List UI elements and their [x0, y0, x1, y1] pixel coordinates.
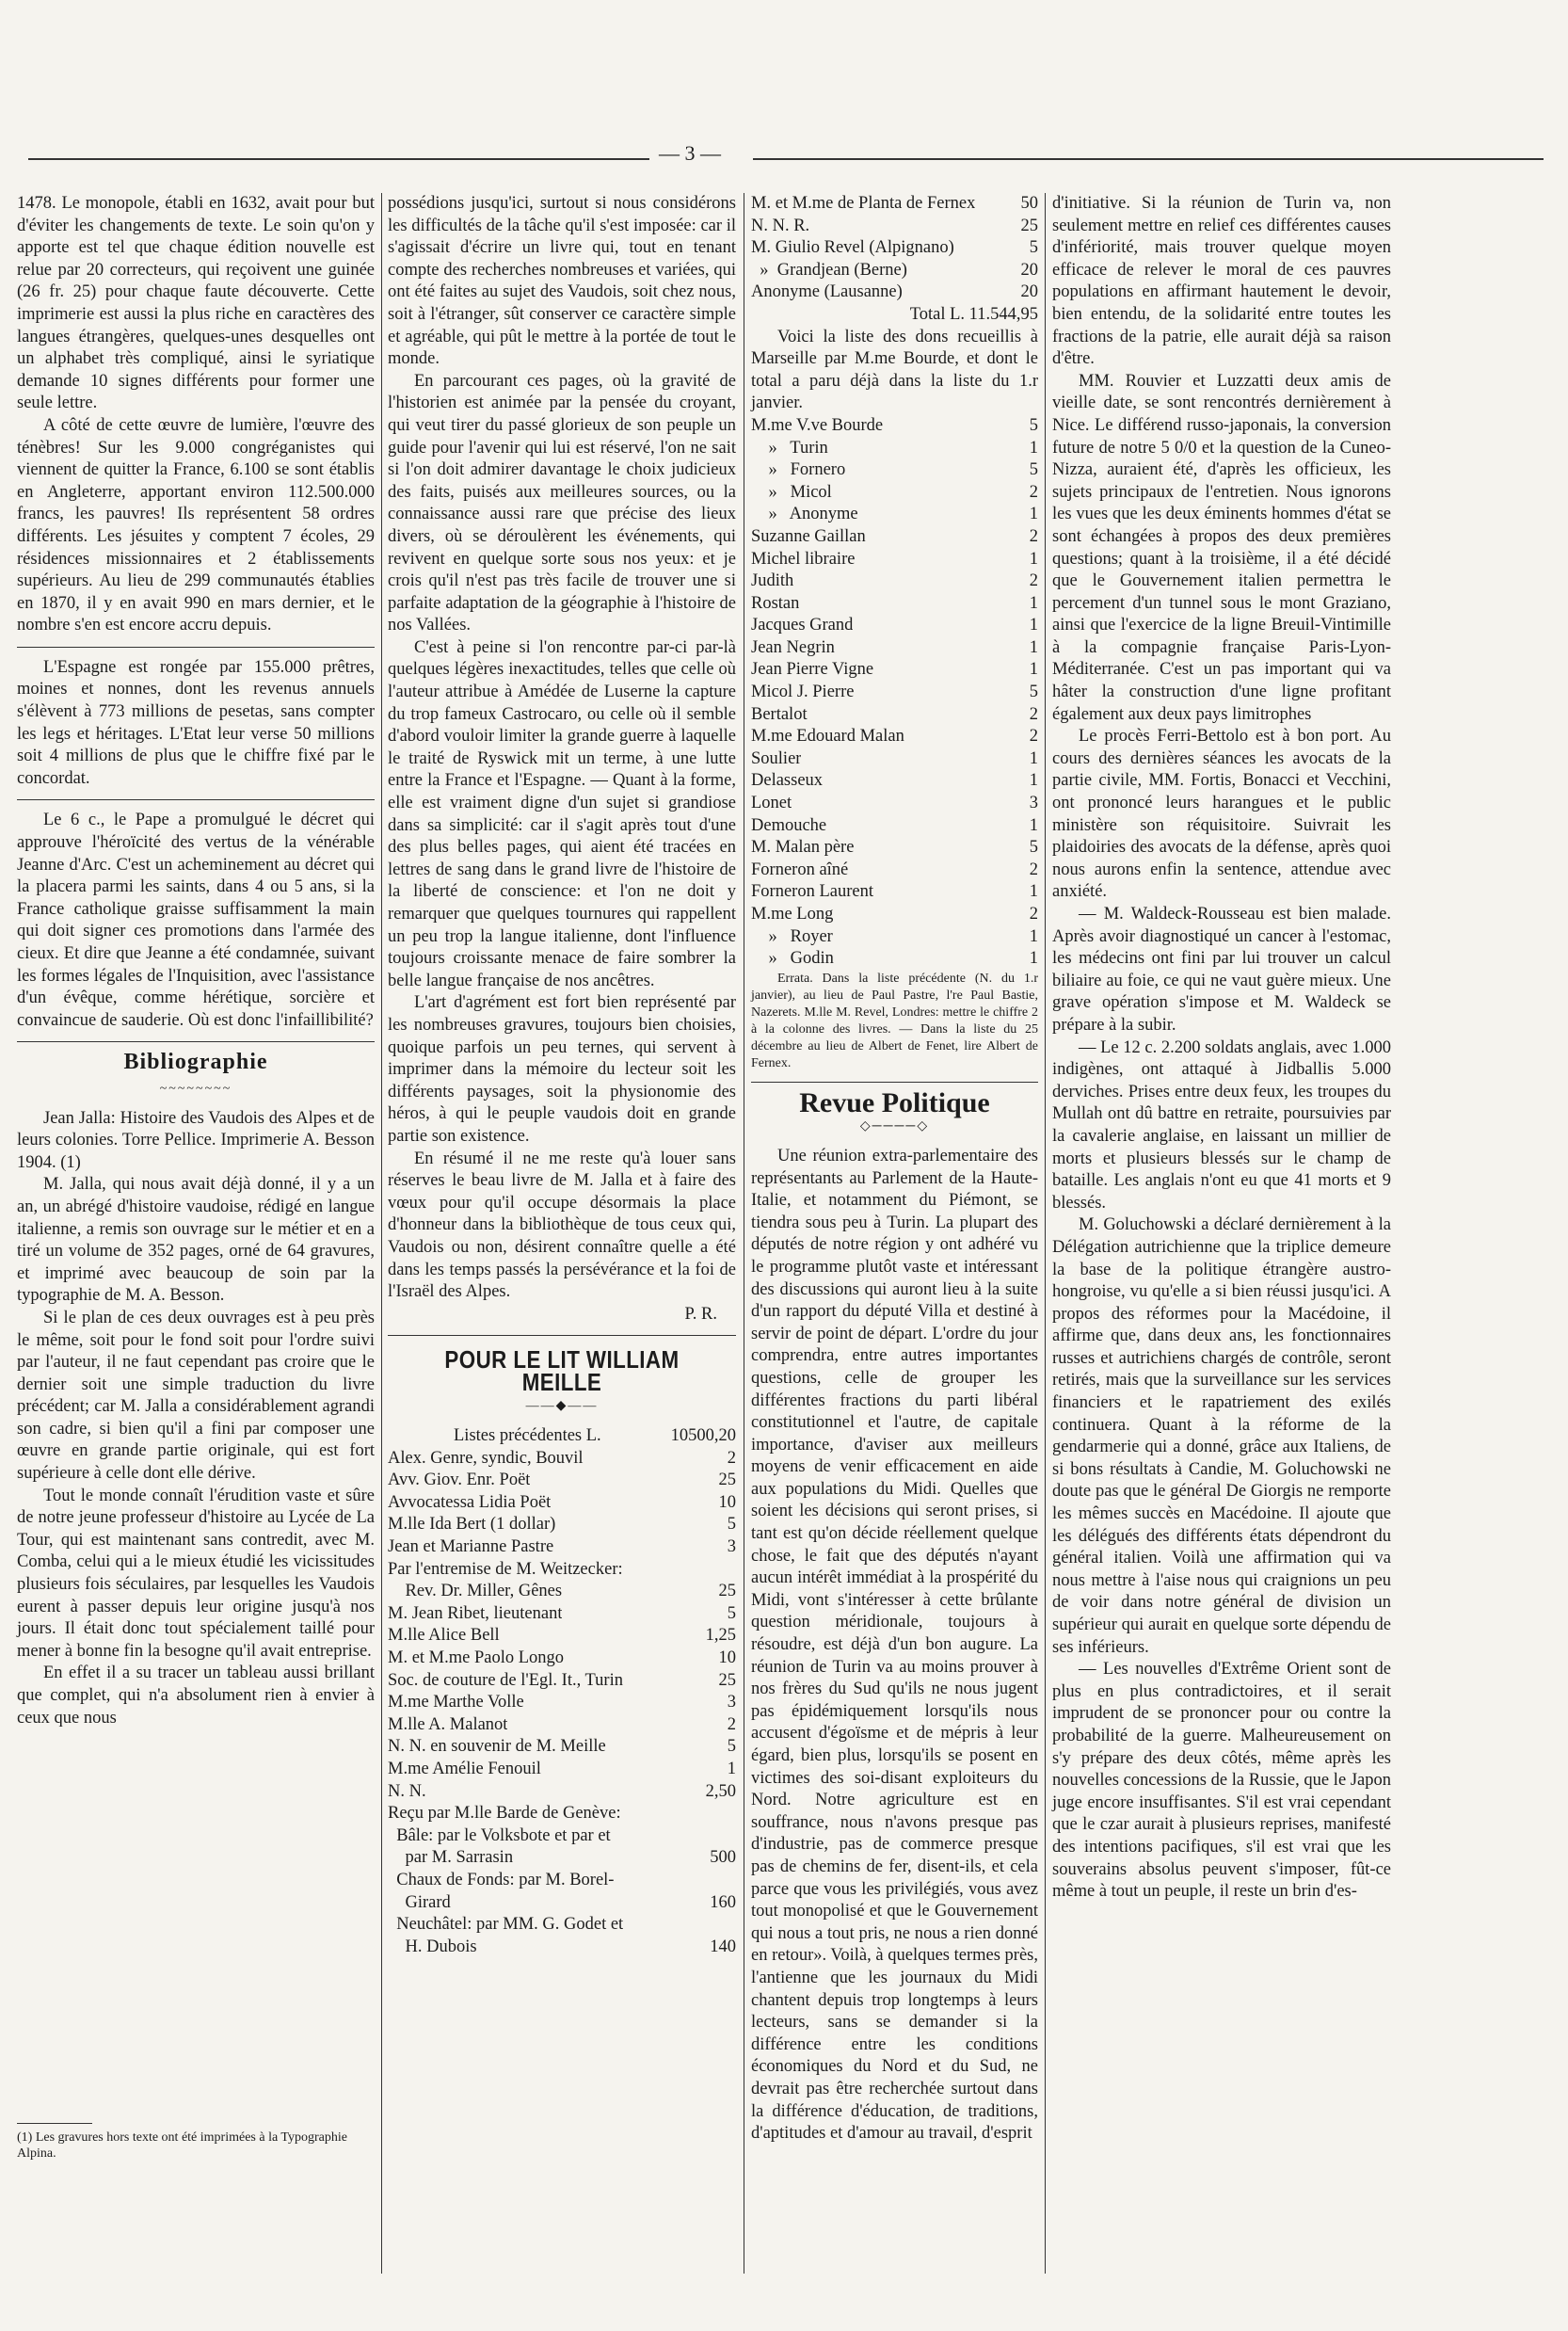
donation-amount: 1 — [1029, 771, 1038, 791]
list-item — [388, 1470, 736, 1492]
donation-amount: 160 — [710, 1892, 736, 1912]
donor-name: Lonet — [751, 794, 792, 813]
donor-name: » Micol — [751, 482, 832, 502]
signature: P. R. — [684, 1304, 717, 1324]
donation-amount: 5 — [727, 1515, 736, 1535]
list-item — [388, 1937, 736, 1959]
list-item — [751, 193, 1038, 216]
donation-amount: 1 — [727, 1759, 736, 1778]
paragraph: M. Jalla, qui nous avait déjà donné, il y a un an, un abrégé d'histoire vaudoise, rédigé en langue italienne, a remis son ouvrage sur le métier et en a tiré un volume de 352 pages, orné de 64 gravures, et imprimé avec beaucoup de soin par la typographie de M. A. Besson. — [17, 1175, 375, 1306]
list-item — [388, 1714, 736, 1737]
donation-amount — [680, 1914, 736, 1937]
donation-amount: 1 — [1029, 926, 1038, 946]
donation-amount: 5 — [727, 1603, 736, 1623]
donation-amount: 2 — [1029, 526, 1038, 546]
list-item — [388, 1448, 736, 1471]
donor-name: Forneron Laurent — [751, 882, 873, 902]
donor-name: » Turin — [751, 438, 828, 458]
donor-name: Alex. Genre, syndic, Bouvil — [388, 1448, 584, 1468]
paragraph: Voici la liste des dons recueillis à Marseille par M.me Bourde, et dont le total a paru déjà dans la liste du 1.r janvier. — [751, 327, 1038, 413]
donation-amount: 10 — [718, 1648, 736, 1667]
donor-name: Par l'entremise de M. Weitzecker: — [388, 1559, 623, 1579]
list-item — [751, 260, 1038, 282]
donor-name: Soc. de couture de l'Egl. It., Turin — [388, 1670, 623, 1690]
donation-amount: 20 — [1020, 282, 1038, 302]
divider — [17, 799, 375, 800]
donation-amount: 140 — [710, 1937, 736, 1956]
revue-politique-heading: Revue Politique — [799, 1086, 990, 1118]
list-item — [751, 216, 1038, 238]
donor-name: Bâle: par le Volksbote et par et — [388, 1825, 611, 1845]
paragraph: — M. Waldeck-Rousseau est bien malade. Après avoir diagnostiqué un cancer à l'estomac, les médecins ont fini par lui trouver un calcul biliaire au foie, ce qui ne vaut guère mieux. Une grave opération s'impose et M. Waldeck se prépare à la subir. — [1052, 905, 1391, 1035]
donor-name: Neuchâtel: par MM. G. Godet et — [388, 1915, 624, 1935]
donor-name: Forneron aîné — [751, 860, 849, 879]
donor-name: Reçu par M.lle Barde de Genève: — [388, 1804, 621, 1824]
donor-name: Rostan — [751, 593, 800, 613]
donation-amount: 1 — [1029, 593, 1038, 613]
list-item — [751, 438, 1038, 460]
paragraph: possédions jusqu'ici, surtout si nous considérons les difficultés de la tâche qu'il s'est imposée: car il s'agissait d'écrire un livre qui, tout en tenant compte des recherches nombreuses et variées, qui ont été faites au sujet des Vaudois, soit chez nous, soit à l'étranger, sût conserver ce caractère simple et agréable, qui pût le mettre à la portée de tout le monde. — [388, 194, 736, 369]
donation-amount: 2 — [1029, 704, 1038, 724]
list-item — [751, 482, 1038, 505]
list-item — [388, 1892, 736, 1915]
donation-amount: 3 — [1029, 794, 1038, 813]
donor-name: M.lle Ida Bert (1 dollar) — [388, 1515, 556, 1535]
list-item — [751, 837, 1038, 860]
list-item — [388, 1914, 736, 1937]
paragraph: Tout le monde connaît l'érudition vaste et sûre de notre jeune professeur d'histoire au Lycée de La Tour, qui est maintenant sans contredit, avec M. Comba, celui qui a le mieux étudié les vicissitudes plusieurs fois séculaires, par lesquelles les Vaudois eurent à passer depuis leur origine jusqu'à nos jours. Il était donc tout spécialement taillé pour mener à bonne fin la besogne qu'il avait entreprise. — [17, 1486, 375, 1661]
list-item — [751, 726, 1038, 748]
donor-name: Suzanne Gaillan — [751, 526, 866, 546]
donor-name: Delasseux — [751, 771, 824, 791]
paragraph: — Le 12 c. 2.200 soldats anglais, avec 1.000 indigènes, ont attaqué à Jidballis 5.000 derviches. Prises entre deux feux, les troupes du Mullah ont dû battre en retraite, poursuivies par la cavalerie anglaise, en laissant un millier de morts et plusieurs blessés sur le champ de bataille. Les anglais n'ont eu que 41 morts et 9 blessés. — [1052, 1037, 1391, 1213]
donor-name: » Godin — [751, 949, 834, 969]
donation-amount: 5 — [1029, 838, 1038, 858]
donor-name: N. N. R. — [751, 216, 810, 235]
donor-name: Avv. Giov. Enr. Poët — [388, 1471, 531, 1490]
paragraph: — Les nouvelles d'Extrême Orient sont de plus en plus contradictoires, et il serait imprudent de se prononcer pour ou contre la probabilité de la guerre. Malheureusement on s'y prépare des deux côtés, même après les nouvelles concessions de la Russie, que le Japon juge encore insuffisantes. S'il est vrai cependant que le czar aurait à plusieurs reprises, manifesté des intentions pacifiques, s'il est vrai que les souverains absolus peuvent s'imposer, fût-ce même à tout un peuple, il reste un brin d'es- — [1052, 1660, 1391, 1902]
list-item — [388, 1603, 736, 1626]
list-label: Listes précédentes L. — [454, 1426, 601, 1446]
donation-amount: 2 — [727, 1448, 736, 1468]
donor-name: M. Giulio Revel (Alpignano) — [751, 238, 954, 258]
list-item — [751, 549, 1038, 571]
list-item — [388, 1559, 736, 1582]
divider — [17, 647, 375, 648]
donation-amount: 2 — [1029, 860, 1038, 879]
donor-name: M.me Edouard Malan — [751, 727, 904, 747]
list-item — [388, 1536, 736, 1559]
donation-amount: 1 — [1029, 637, 1038, 657]
column-1 — [17, 193, 375, 1729]
errata: Errata. Dans la liste précédente (N. du 1.r janvier), au lieu de Paul Pastre, l're Paul Bastie, Nazerets. M.lle M. Revel, Londres: mettre le chiffre 2 à la colonne des livres. — Dans la liste du 25 décembre au lieu de Albert de Fenet, lire Albert de Fernex. — [751, 971, 1038, 1070]
list-item — [388, 1781, 736, 1804]
list-item — [388, 1581, 736, 1603]
lit-meille-heading: POUR LE LIT WILLIAM MEILLE — [444, 1345, 680, 1396]
donor-name: Jean et Marianne Pastre — [388, 1537, 554, 1557]
column-rule-1 — [381, 193, 382, 2274]
donation-amount: 5 — [1029, 238, 1038, 258]
donation-amount: 3 — [727, 1537, 736, 1557]
list-item — [751, 637, 1038, 660]
donor-name: N. N. — [388, 1781, 426, 1801]
list-item — [751, 860, 1038, 882]
donor-name: N. N. en souvenir de M. Meille — [388, 1737, 606, 1757]
list-item — [751, 881, 1038, 904]
donor-name: M. Malan père — [751, 838, 855, 858]
bibliographie-heading: Bibliographie — [123, 1050, 268, 1075]
list-item — [388, 1625, 736, 1648]
donor-name: Judith — [751, 571, 794, 591]
list-item — [751, 926, 1038, 949]
list-item — [751, 526, 1038, 549]
list-item — [388, 1492, 736, 1515]
donor-name: » Anonyme — [751, 505, 858, 524]
donor-name: M.lle A. Malanot — [388, 1714, 508, 1734]
donor-name: M.lle Alice Bell — [388, 1626, 500, 1646]
column-3 — [751, 193, 1038, 2146]
paragraph: C'est à peine si l'on rencontre par-ci par-là quelques légères inexactitudes, telles que celle où l'auteur attribue à Amédée de Luserne la capture du trop fameux Castrocaro, ou celle où il semble d'abord vouloir limiter la grande guerre à laquelle le traité de Ryswick mit un terme, à une lutte entre la France et l'Espagne. — Quant à la forme, elle est vraiment digne d'un sujet si grandiose dans sa simplicité: car il s'agit après tout d'une des plus belles pages, qui aient été tracées en lettres de sang dans le grand livre de l'histoire de la liberté de conscience: et l'on ne doit y remarquer que quelques tournures qui rappellent un peu trop la langue italienne, dont l'influence toujours croissante menace de faire sombrer la belle langue française de nos ancêtres. — [388, 637, 736, 990]
paragraph: Une réunion extra-parlementaire des représentants au Parlement de la Haute-Italie, et notamment du Piémont, se tiendra sous peu à Turin. La plupart des députés de notre région y ont adhéré vu le programme plutôt vaste et intéressant des discussions qui auront lieu à la suite d'un rapport du député Villa et destiné à servir de point de départ. L'ordre du jour comprendra, entre autres importantes questions, celle de grouper les différentes fractions du parti libéral constitutionnel et l'autre, de capitale importance, d'aviser aux meilleurs moyens de venir efficacement en aide aux populations du Midi. Quelles que soient les décisions qui seront prises, si tant est qu'on décide réellement quelque chose, le fait que des députés n'ayant aucun intérêt immédiat à la prospérité du Midi, vont s'intéresser à cette brûlante question méridionale, toujours à résoudre, est déjà d'un bon augure. La réunion de Turin va au moins prouver à nos frères du Sud qu'ils ne nous jugent pas épidémiquement lorsqu'ils nous accusent d'égoïsme et de mépris à leur égard, bien plus, lorsqu'ils se posent en victimes des soi-disant exploiteurs du Nord. Notre agriculture est en souffrance, nous n'avons presque pas d'industrie, pas de commerce presque pas de chemins de fer, disent-ils, et cela parce que vous les privilégiés, vous avez tout monopolisé et que le Gouvernement qui nous a tout pris, ne nous a rien donné en retour». Voilà, à quelques termes près, l'antienne que les journaux du Midi chantent depuis trop longtemps à leurs lecteurs, sans se demander si la différence entre les conditions économiques du Nord et du Sud, ne devrait pas être recherchée surtout dans la différence d'éducation, de traditions, d'aptitudes et d'amour au travail, d'esprit — [751, 1146, 1038, 2144]
donation-amount: 1 — [1029, 882, 1038, 902]
donation-amount: 1 — [1029, 815, 1038, 835]
paragraph: A côté de cette œuvre de lumière, l'œuvre des ténèbres! Sur les 9.000 congréganistes qui viennent de quitter la France, 6.100 se sont établis en Angleterre, apportant environ 112.500.000 francs, les pauvres! Ils représentent 58 ordres différents. Les jésuites y comptent 7 écoles, 29 résidences missionnaires et 2 établissements supérieurs. Au lieu de 299 communautés établies en 1870, il y en avait 990 en mars dernier, et le nombre s'en est encore accru depuis. — [17, 415, 375, 635]
list-item — [388, 1670, 736, 1693]
donation-list — [751, 193, 1038, 304]
donation-amount: 25 — [1020, 216, 1038, 235]
paragraph: Le 6 c., le Pape a promulgué le décret qui approuve l'héroïcité des vertus de la vénérable Jeanne d'Arc. C'est un acheminement au décret qui la placera parmi les saints, dans 4 ou 5 ans, si la France catholique graisse suffisamment la main qui doit signer ces promotions dans l'armée des cieux. Et dire que Jeanne a été condamnée, suivant les formes légales de l'Inquisition, avec l'assistance d'un évêque, comme hérétique, sorcière et convaincue de sauderie. Où est donc l'infaillibilité? — [17, 811, 375, 1030]
donor-name: Jean Pierre Vigne — [751, 660, 874, 680]
donation-amount — [680, 1803, 736, 1825]
donation-amount: 1 — [1029, 616, 1038, 635]
footnote — [17, 2123, 375, 2162]
list-item — [751, 615, 1038, 637]
donation-list — [388, 1448, 736, 1959]
column-2 — [388, 193, 736, 1958]
column-rule-3 — [1045, 193, 1046, 2274]
donation-amount: 1 — [1029, 549, 1038, 569]
donor-name: Jacques Grand — [751, 616, 854, 635]
paragraph: L'Espagne est rongée par 155.000 prêtres, moines et nonnes, dont les revenus annuels s'élèvent à 773 millions de pesetas, sans compter les legs et héritages. L'Etat leur verse 50 millions soit 4 millions de plus que le chiffre fixé par le concordat. — [17, 657, 375, 788]
list-item — [751, 770, 1038, 793]
donation-amount: 1 — [1029, 438, 1038, 458]
list-item — [388, 1825, 736, 1848]
donation-amount — [680, 1559, 736, 1582]
donation-amount: 10 — [718, 1492, 736, 1512]
list-item — [751, 237, 1038, 260]
paragraph: L'art d'agrément est fort bien représenté par les nombreuses gravures, toujours bien choisies, quoique parfois un peu ternes, qui servent à imprimer dans la mémoire du lecteur soit les différents paysages, soit la physionomie des héros, à qui le peuple vaudois doit en grande partie son existence. — [388, 993, 736, 1146]
paragraph: En parcourant ces pages, où la gravité de l'historien est animée par la pensée du croyant, qui veut tirer du passé glorieux de son peuple un guide pour l'avenir qui lui est réservé, l'on ne sait si l'on doit admirer davantage le choix judicieux des faits, puisés aux meilleures sources, ou la connaissance aussi rare que précise des lieux divers, où se déroulèrent les événements, qui revivent en quelque sorte sous nos yeux: et je crois qu'il n'est pas très facile de trouver une si parfaite adaptation de la géographie à l'histoire de nos Vallées. — [388, 371, 736, 635]
donation-amount — [680, 1825, 736, 1848]
paragraph: Le procès Ferri-Bettolo est à bon port. Au cours des dernières séances les avocats de la partie civile, MM. Fortis, Bonacci et Vecchini, ont prononcé leurs harangues et le public ministère son réquisitoire. Suivrait les plaidoiries des avocats de la défense, après quoi nous aurons enfin la sentence, attendue avec anxiété. — [1052, 727, 1391, 902]
donation-amount: 1 — [1029, 660, 1038, 680]
list-item — [388, 1514, 736, 1536]
list-item — [751, 415, 1038, 438]
list-item — [388, 1870, 736, 1892]
list-item — [751, 793, 1038, 815]
donor-name: Avvocatessa Lidia Poët — [388, 1492, 552, 1512]
paragraph: 1478. Le monopole, établi en 1632, avait pour but d'éviter les changements de texte. Le soin qu'on y apporte est tel que chaque édition nouvelle est relue par 20 correcteurs, qui reçoivent une guinée (26 fr. 25) pour chaque faute découverte. Cette imprimerie est aussi la plus riche en caractères des langues étrangères, quelques-unes desquelles ont un alphabet très compliqué, ainsi le syriatique demande 10 signes différents pour former une seule lettre. — [17, 194, 375, 413]
donation-amount: 3 — [727, 1693, 736, 1712]
donation-amount: 1 — [1029, 505, 1038, 524]
donation-amount: 500 — [710, 1848, 736, 1868]
list-item — [388, 1736, 736, 1759]
donor-name: Michel libraire — [751, 549, 856, 569]
donor-name: M. et M.me Paolo Longo — [388, 1648, 565, 1667]
donor-name: Chaux de Fonds: par M. Borel- — [388, 1870, 615, 1889]
donation-amount: 2 — [1029, 905, 1038, 924]
donor-name: Anonyme (Lausanne) — [751, 282, 903, 302]
list-item — [751, 459, 1038, 482]
divider — [388, 1335, 736, 1336]
column-4 — [1052, 193, 1391, 1904]
footnote-rule — [17, 2123, 92, 2124]
ornament: ~~~~~~~~ — [159, 1081, 232, 1096]
donation-amount: 20 — [1020, 260, 1038, 280]
list-item — [388, 1692, 736, 1714]
donor-name: Girard — [388, 1892, 451, 1912]
list-item — [751, 748, 1038, 771]
total: Total L. 11.544,95 — [909, 304, 1038, 324]
paragraph: En résumé il ne me reste qu'à louer sans réserves le beau livre de M. Jalla et à faire des vœux pour qu'il occupe désormais la place d'honneur dans la bibliothèque de tous ceux qui, Vaudois ou non, désirent connaître quelle a été dans les temps passés la persévérance et la foi de l'Israël des Alpes. — [388, 1149, 736, 1302]
paragraph: En effet il a su tracer un tableau aussi brillant que complet, qui n'a absolument rien à envier à ceux que nous — [17, 1664, 375, 1728]
list-item — [751, 704, 1038, 727]
donation-amount: 2 — [1029, 571, 1038, 591]
ornament: ◇────◇ — [859, 1119, 930, 1134]
donor-name: M. et M.me de Planta de Fernex — [751, 194, 976, 213]
donor-name: Micol J. Pierre — [751, 683, 855, 702]
page-number: — 3 — — [659, 141, 721, 165]
list-item — [388, 1847, 736, 1870]
donation-amount: 2,50 — [705, 1781, 736, 1801]
donor-name: M. Jean Ribet, lieutenant — [388, 1603, 563, 1623]
donor-name: » Royer — [751, 926, 833, 946]
footnote-text: (1) Les gravures hors texte ont été imprimées à la Typographie Alpina. — [17, 2130, 347, 2161]
donation-amount: 25 — [718, 1471, 736, 1490]
donor-name: » Grandjean (Berne) — [751, 260, 907, 280]
ornament: ——◆—— — [525, 1399, 599, 1414]
list-item — [388, 1759, 736, 1781]
donation-amount: 1 — [1029, 748, 1038, 768]
list-item — [751, 504, 1038, 526]
donor-name: Jean Negrin — [751, 637, 835, 657]
donor-name: M.me Marthe Volle — [388, 1693, 524, 1712]
donor-name: par M. Sarrasin — [388, 1848, 514, 1868]
list-item — [751, 948, 1038, 971]
divider — [751, 1082, 1038, 1083]
donation-amount: 5 — [727, 1737, 736, 1757]
list-item — [751, 815, 1038, 838]
donor-name: Bertalot — [751, 704, 808, 724]
list-value: 10500,20 — [670, 1426, 736, 1446]
donor-name: H. Dubois — [388, 1937, 477, 1956]
donor-name: Demouche — [751, 815, 827, 835]
donation-amount: 1,25 — [705, 1626, 736, 1646]
donor-name: M.me Long — [751, 905, 834, 924]
donor-name: M.me V.ve Bourde — [751, 415, 884, 435]
list-item — [751, 904, 1038, 926]
donation-amount: 5 — [1029, 415, 1038, 435]
donation-amount: 50 — [1020, 194, 1038, 213]
list-item — [388, 1803, 736, 1825]
donation-amount: 2 — [1029, 727, 1038, 747]
donation-amount: 2 — [727, 1714, 736, 1734]
paragraph: M. Goluchowski a déclaré dernièrement à la Délégation autrichienne que la triplice demeure la base de la politique étrangère austro-hongroise, vu qu'elle a si bien réussi jusqu'ici. A propos des réformes pour la Macédoine, il affirme que, dans deux ans, les fonctionnaires russes et autrichiens chargés de contrôle, seront retirés, mais que la surveillance sur les services financiers et le rapatriement des exilés continuera. Quant à la réforme de la gendarmerie qui a donné, grâce aux Italiens, de si bons résultats à Candie, M. Goluchowski ne doute pas que le général De Giorgis ne remporte les mêmes succès en Macédoine. Il ajoute que les délégués des différents états dépendront du général italien. Voilà une affirmation qui va nous mettre à l'aise nous qui craignions un peu de voir dans notre général de division un supérieur qui aurait en quelque sorte dépendu de ses inférieurs. — [1052, 1215, 1391, 1657]
donor-name: Rev. Dr. Miller, Gênes — [388, 1582, 563, 1601]
header-rule-left — [28, 158, 649, 160]
donation-amount: 1 — [1029, 949, 1038, 969]
list-item — [751, 682, 1038, 704]
header-rule-right — [753, 158, 1544, 160]
list-item — [751, 281, 1038, 304]
donation-list-marseille — [751, 415, 1038, 971]
donor-name: » Fornero — [751, 460, 846, 480]
donation-amount: 25 — [718, 1582, 736, 1601]
list-row — [388, 1425, 736, 1448]
divider — [17, 1041, 375, 1042]
list-item — [388, 1648, 736, 1670]
donor-name: M.me Amélie Fenouil — [388, 1759, 541, 1778]
list-item — [751, 659, 1038, 682]
paragraph: d'initiative. Si la réunion de Turin va, non seulement mettre en relief ces différentes causes d'infériorité, mais trouver quelque moyen efficace de relever le moral de ces pauvres populations en affirmant hautement le devoir, bien entendu, de la solidarité entre toutes les fractions de la patrie, elle aurait déjà sa raison d'être. — [1052, 194, 1391, 369]
list-item — [751, 571, 1038, 593]
donation-amount: 2 — [1029, 482, 1038, 502]
donation-amount — [680, 1870, 736, 1892]
paragraph: Jean Jalla: Histoire des Vaudois des Alpes et de leurs colonies. Torre Pellice. Imprimerie A. Besson 1904. (1) — [17, 1108, 375, 1172]
donation-amount: 25 — [718, 1670, 736, 1690]
donor-name: Soulier — [751, 748, 802, 768]
paragraph: Si le plan de ces deux ouvrages est à peu près le même, soit pour le fond soit pour l'ordre suivi par l'auteur, il ne faut cependant pas croire que le dernier soit une simple traduction du livre précédent; car M. Jalla a considérablement agrandi son cadre, si bien qu'il a fini par composer une œuvre en grande partie originale, qui est fort supérieure à celle dont elle dérive. — [17, 1308, 375, 1484]
list-item — [751, 593, 1038, 616]
donation-amount: 5 — [1029, 460, 1038, 480]
paragraph: MM. Rouvier et Luzzatti deux amis de vieille date, se sont rencontrés dernièrement à Nice. Le différend russo-japonais, la conversion future de notre 5 0/0 et la question de la Cuneo-Nizza, auraient été, d'après les officieux, les sujets principaux de l'entretien. Nous ignorons les vues que les deux éminents hommes d'état se sont échangées à propos des deux premières questions; quant à la troisième, il a été décidé que le Gouvernement italien permettra le percement d'un tunnel sous le mont Graziano, ainsi que l'exercice de la ligne Breuil-Vintimille à la compagnie française Paris-Lyon-Méditerranée. C'est un pas important qui va hâter la construction d'une ligne profitant également aux deux pays limitrophes — [1052, 371, 1391, 724]
donation-amount: 5 — [1029, 683, 1038, 702]
